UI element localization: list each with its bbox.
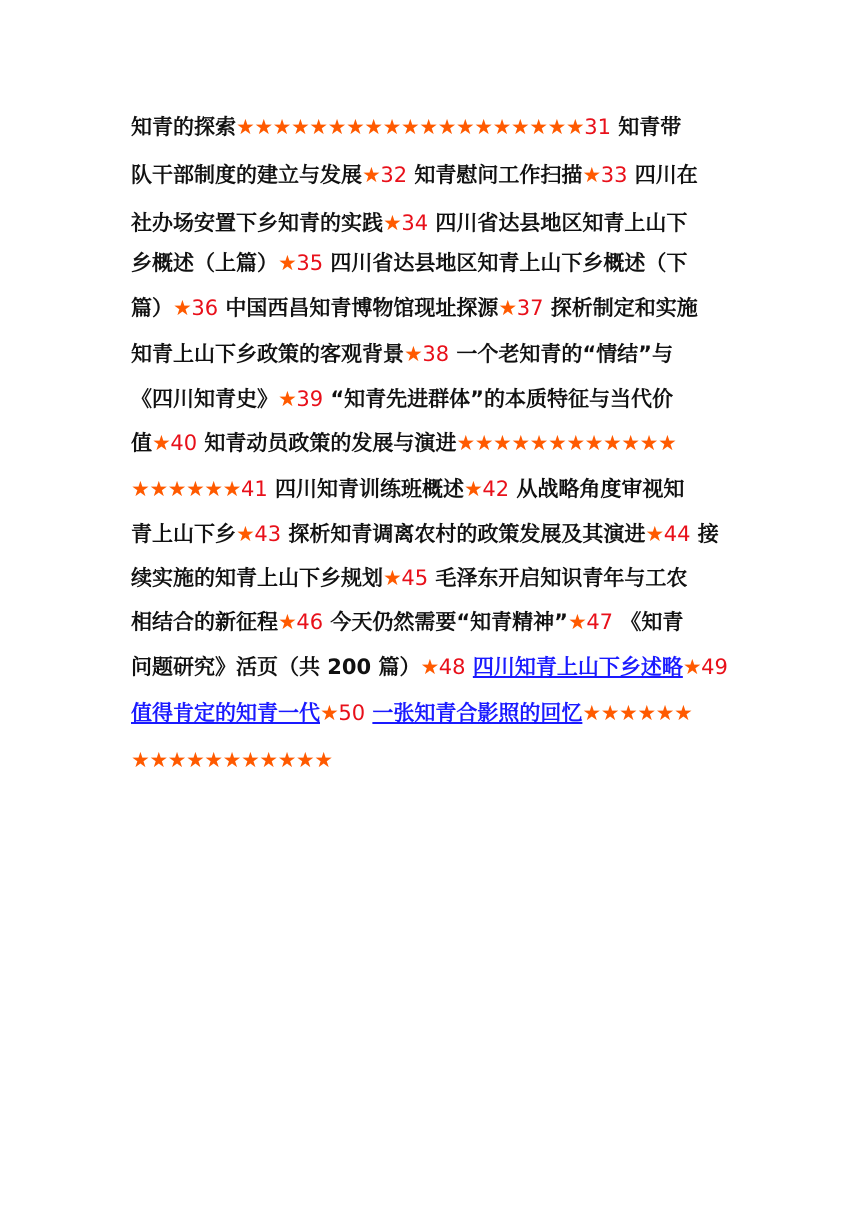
star-icon: ★★★★★★★★★★★ [131, 748, 333, 772]
article-title-text: 四川知青训练班概述 [267, 477, 465, 501]
item-number: 37 [516, 296, 544, 320]
star-icon: ★ [464, 477, 483, 501]
article-title-text [466, 655, 473, 679]
star-icon: ★ [498, 296, 517, 320]
article-title-text: 篇） [131, 296, 173, 320]
item-number: 47 [586, 610, 614, 634]
star-icon: ★ [404, 342, 423, 366]
article-title-text: 从战略角度审视知 [509, 477, 685, 501]
item-number: 33 [600, 163, 628, 187]
item-number: 46 [296, 610, 324, 634]
article-title-text: 毛泽东开启知识青年与工农 [428, 566, 688, 590]
article-title-text: 《四川知青史》 [131, 387, 278, 411]
text-line [131, 107, 681, 147]
article-title-text: 知青的探索 [131, 115, 236, 139]
text-line [131, 558, 687, 598]
star-icon: ★★★★★★★★★★★★★★★★★★★ [236, 115, 585, 139]
star-icon: ★ [152, 431, 171, 455]
article-title-text: 今天仍然需要“知青精神” [323, 610, 568, 634]
text-line [131, 647, 728, 687]
article-title-text: 知青慰问工作扫描 [407, 163, 583, 187]
item-number: 31 [584, 115, 611, 139]
text-line [131, 334, 673, 374]
item-number: 39 [296, 387, 324, 411]
text-line [131, 514, 719, 554]
star-icon: ★ [278, 251, 297, 275]
article-title-text: 青上山下乡 [131, 522, 236, 546]
article-title-text: 相结合的新征程 [131, 610, 278, 634]
star-icon: ★ [320, 701, 339, 725]
item-number: 32 [380, 163, 408, 187]
text-line [131, 469, 684, 509]
star-icon: ★ [173, 296, 192, 320]
article-title-text: 知青动员政策的发展与演进 [197, 431, 457, 455]
star-icon: ★ [383, 566, 402, 590]
item-number: 42 [482, 477, 510, 501]
star-icon: ★★★★★★ [131, 477, 241, 501]
article-title-text: “知青先进群体”的本质特征与当代价 [323, 387, 673, 411]
article-title-text: 知青带 [610, 115, 682, 139]
article-title-text: 接 [690, 522, 719, 546]
item-number: 34 [401, 211, 429, 235]
item-number: 40 [170, 431, 198, 455]
article-title-text: 续实施的知青上山下乡规划 [131, 566, 383, 590]
item-number: 50 [338, 701, 366, 725]
star-icon: ★ [278, 387, 297, 411]
text-line [131, 740, 333, 780]
star-icon: ★ [582, 163, 601, 187]
article-title-text: 中国西昌知青博物馆现址探源 [218, 296, 499, 320]
star-icon: ★★★★★★ [582, 701, 693, 725]
star-icon: ★★★★★★★★★★★★ [456, 431, 677, 455]
article-title-text: 知青上山下乡政策的客观背景 [131, 342, 404, 366]
article-title-text: 问题研究》活页（共 200 篇） [131, 655, 421, 679]
article-title-text: 队干部制度的建立与发展 [131, 163, 362, 187]
text-line [131, 379, 673, 419]
star-icon: ★ [682, 655, 702, 679]
text-line [131, 693, 692, 733]
article-title-text: 四川省达县地区知青上山下 [428, 211, 688, 235]
article-title-text: 乡概述（上篇） [131, 251, 278, 275]
item-number: 41 [240, 477, 268, 501]
article-title-text: 探析知青调离农村的政策发展及其演进 [281, 522, 646, 546]
article-title-text: 值 [131, 431, 152, 455]
text-line [131, 243, 687, 283]
item-number: 48 [438, 655, 466, 679]
article-title-text: 四川在 [627, 163, 698, 187]
item-number: 36 [191, 296, 219, 320]
article-title-text: 《知青 [613, 610, 684, 634]
star-icon: ★ [278, 610, 297, 634]
star-icon: ★ [236, 522, 255, 546]
article-link[interactable]: 值得肯定的知青一代 [131, 701, 320, 725]
item-number: 43 [254, 522, 282, 546]
item-number: 38 [422, 342, 450, 366]
star-icon: ★ [420, 655, 439, 679]
star-icon: ★ [383, 211, 402, 235]
article-title-text: 探析制定和实施 [543, 296, 698, 320]
item-number: 45 [401, 566, 429, 590]
star-icon: ★ [645, 522, 664, 546]
item-number: 44 [663, 522, 691, 546]
text-line [131, 155, 698, 195]
article-link[interactable]: 一张知青合影照的回忆 [372, 701, 583, 725]
text-line [131, 288, 698, 328]
item-number: 49 [701, 655, 728, 679]
article-link[interactable]: 四川知青上山下乡述略 [472, 655, 683, 679]
item-number: 35 [296, 251, 324, 275]
article-title-text: 四川省达县地区知青上山下乡概述（下 [323, 251, 688, 275]
article-title-text: 一个老知青的“情结”与 [449, 342, 673, 366]
text-line [131, 203, 687, 243]
star-icon: ★ [362, 163, 381, 187]
article-title-text: 社办场安置下乡知青的实践 [131, 211, 383, 235]
text-line [131, 423, 676, 463]
star-icon: ★ [567, 610, 587, 634]
text-line [131, 602, 683, 642]
